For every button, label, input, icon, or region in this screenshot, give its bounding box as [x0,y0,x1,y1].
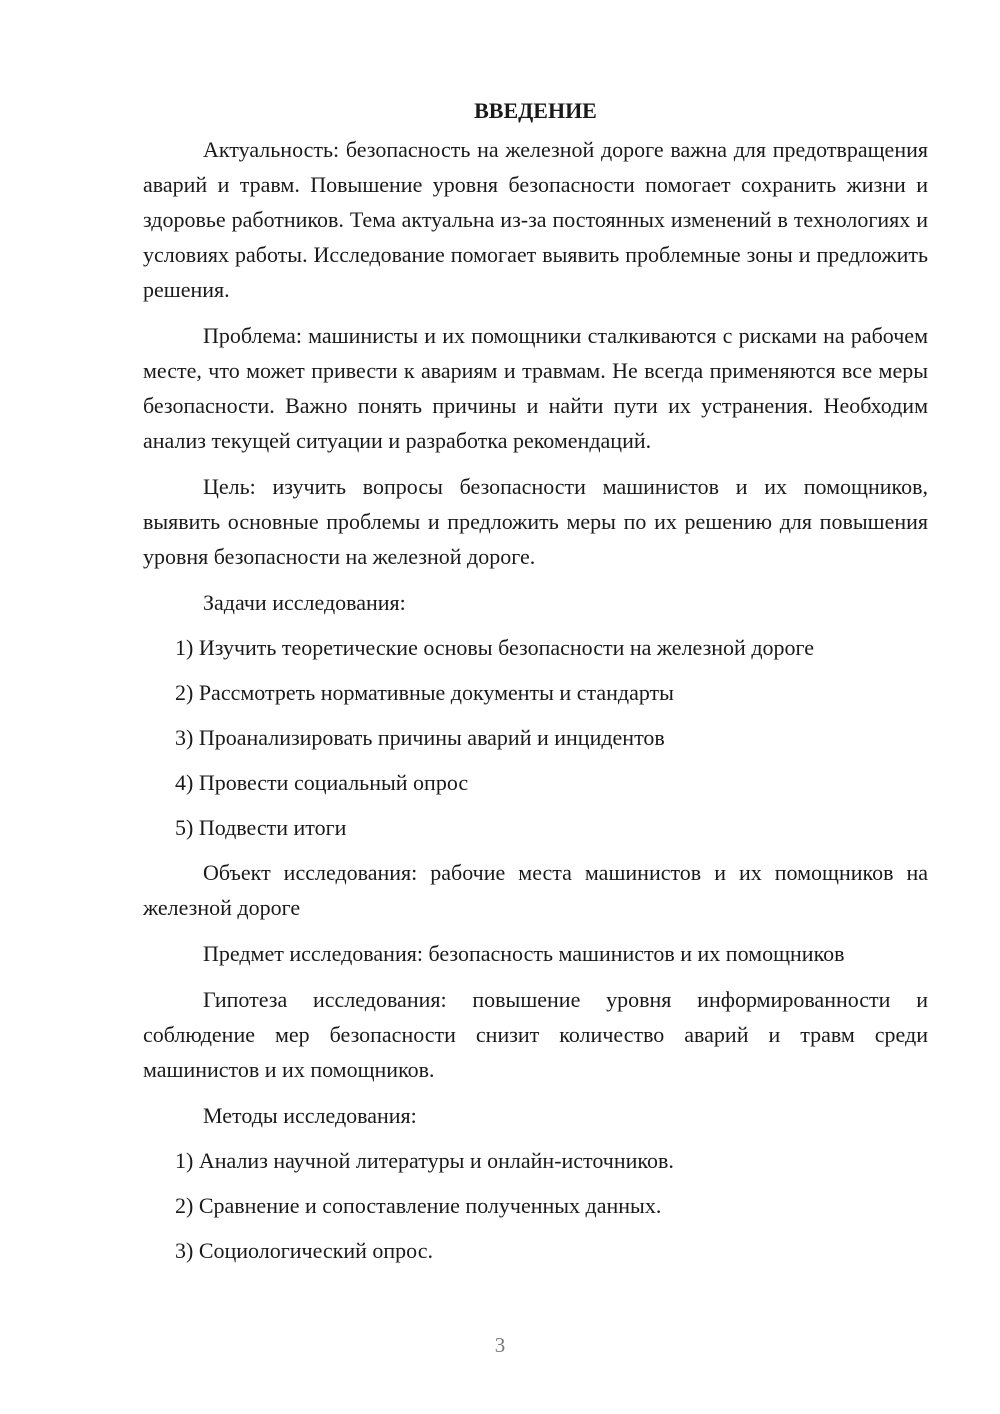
page-content [143,96,928,1278]
paragraph-hypothesis: Гипотеза исследования: повышение уровня информированности и соблюдение мер безопасности снизит количество аварий и травм среди машинистов и их помощников. [143,987,928,1082]
list-item: 4) Провести социальный опрос [175,770,469,795]
tasks-list [143,630,928,845]
paragraph-object: Объект исследования: рабочие места машинистов и их помощников на железной дороге [143,860,928,920]
list-item: 2) Сравнение и сопоставление полученных данных. [175,1193,662,1218]
section-heading: ВВЕДЕНИЕ [474,98,597,123]
paragraph-relevance: Актуальность: безопасность на железной дороге важна для предотвращения аварий и травм. Повышение уровня безопасности помогает сохранить жизни и здоровье работников. Тема актуальна из-за постоянных изменений в технологиях и условиях работы. Исследование помогает выявить проблемные зоны и предложить решения. [143,137,928,302]
list-item: 3) Проанализировать причины аварий и инцидентов [175,725,665,750]
methods-label: Методы исследования: [203,1103,417,1128]
paragraph-goal: Цель: изучить вопросы безопасности машинистов и их помощников, выявить основные проблемы и предложить меры по их решению для повышения уровня безопасности на железной дороге. [143,474,928,569]
tasks-label: Задачи исследования: [203,590,406,615]
list-item: 3) Социологический опрос. [175,1238,433,1263]
methods-list [143,1143,928,1268]
list-item: 1) Анализ научной литературы и онлайн-источников. [175,1148,674,1173]
paragraph-subject: Предмет исследования: безопасность машинистов и их помощников [203,941,845,966]
list-item: 2) Рассмотреть нормативные документы и стандарты [175,680,674,705]
page-number: 3 [494,1333,506,1357]
list-item: 5) Подвести итоги [175,815,347,840]
paragraph-problem: Проблема: машинисты и их помощники сталкиваются с рисками на рабочем месте, что может привести к авариям и травмам. Не всегда применяются все меры безопасности. Важно понять причины и найти пути их устранения. Необходим анализ текущей ситуации и разработка рекомендаций. [143,323,928,453]
list-item: 1) Изучить теоретические основы безопасности на железной дороге [175,635,815,660]
